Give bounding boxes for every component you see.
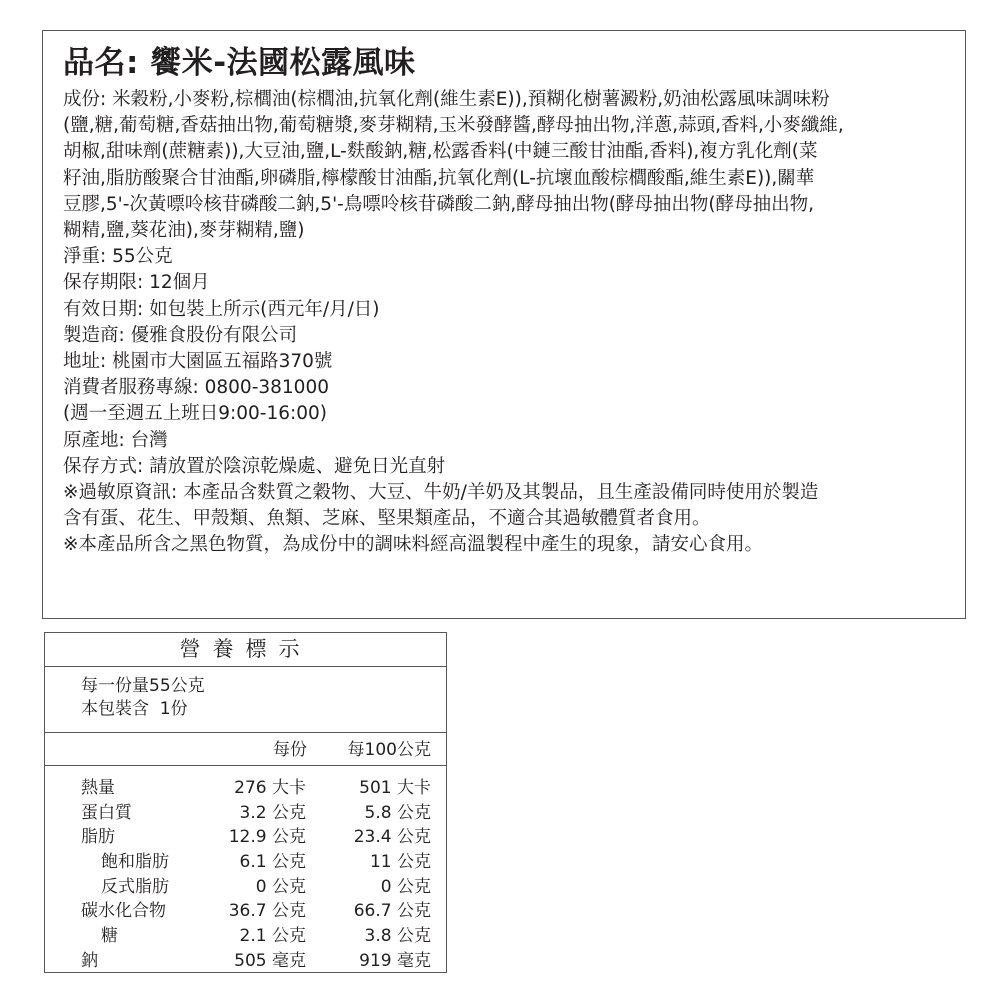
per-100g-value: 66.7 公克 xyxy=(353,901,431,922)
nutrient-name: 鈉 xyxy=(81,950,98,971)
serving-info xyxy=(45,667,446,733)
shelf-life: 保存期限: 12個月 xyxy=(63,272,210,294)
table-row xyxy=(45,850,446,875)
table-row xyxy=(45,899,446,924)
service-hours: (週一至週五上班日9:00-16:00) xyxy=(63,403,327,425)
nutrition-facts-table xyxy=(44,632,447,973)
table-row xyxy=(45,825,446,850)
per-serving-value: 12.9 公克 xyxy=(228,827,306,848)
per-100g-value: 501 大卡 xyxy=(359,778,431,798)
address: 地址: 桃園市大園區五福路370號 xyxy=(63,351,333,373)
per-serving-value: 2.1 公克 xyxy=(239,926,306,947)
table-row xyxy=(45,924,446,949)
nutrient-name: 飽和脂肪 xyxy=(101,852,169,873)
per-serving-value: 6.1 公克 xyxy=(239,852,306,873)
table-row xyxy=(45,776,446,801)
per-100g-value: 3.8 公克 xyxy=(364,926,431,947)
per-serving-value: 0 公克 xyxy=(255,876,306,897)
storage-method: 保存方式: 請放置於陰涼乾燥處、避免日光直射 xyxy=(63,455,446,477)
per-100g-value: 23.4 公克 xyxy=(353,827,431,848)
table-row xyxy=(45,949,446,974)
servings-per-pack: 本包裝含 1份 xyxy=(81,699,188,719)
per-100g-value: 919 毫克 xyxy=(359,950,431,971)
service-hotline: 消費者服務專線: 0800-381000 xyxy=(63,377,329,399)
nutrient-name: 熱量 xyxy=(81,778,115,798)
ingredients-block xyxy=(63,87,965,244)
per-serving-value: 276 大卡 xyxy=(234,778,306,798)
table-row xyxy=(45,801,446,826)
ingredients-line: (鹽,糖,葡萄糖,香菇抽出物,葡萄糖漿,麥芽糊精,玉米發酵醬,酵母抽出物,洋蔥,蒜頭,香料,小麥纖維, xyxy=(63,115,844,137)
nutrient-name: 蛋白質 xyxy=(81,802,132,823)
per-100g-value: 0 公克 xyxy=(380,876,431,897)
ingredients-line: 胡椒,甜味劑(蔗糖素)),大豆油,鹽,L-麩酸鈉,糖,松露香料(中鏈三酸甘油酯,香料),複方乳化劑(菜 xyxy=(63,141,818,163)
per-100g-value: 5.8 公克 xyxy=(364,802,431,823)
nutrition-rows xyxy=(45,766,446,974)
black-substance-note: ※本產品所含之黑色物質，為成份中的調味料經高溫製程中產生的現象，請安心食用。 xyxy=(63,534,764,556)
ingredients-line: 豆膠,5'-次黃嘌呤核苷磷酸二鈉,5'-鳥嘌呤核苷磷酸二鈉,酵母抽出物(酵母抽出物(酵母抽出物, xyxy=(63,193,815,215)
col-per-100g: 每100公克 xyxy=(347,740,431,760)
ingredients-line: 糊精,鹽,葵花油),麥芽糊精,鹽) xyxy=(63,220,305,242)
per-serving-value: 3.2 公克 xyxy=(239,802,306,823)
col-per-serving: 每份 xyxy=(273,740,307,760)
ingredients-line: 成份: 米穀粉,小麥粉,棕櫚油(棕櫚油,抗氧化劑(維生素E)),預糊化樹薯澱粉,奶油松露風味調味粉 xyxy=(63,89,830,110)
ingredients-line: 籽油,脂肪酸聚合甘油酯,卵磷脂,檸檬酸甘油酯,抗氧化劑(L-抗壞血酸棕櫚酸酯,維生素E)),關華 xyxy=(63,167,815,189)
per-serving-value: 36.7 公克 xyxy=(228,901,306,922)
nutrient-name: 反式脂肪 xyxy=(101,876,169,897)
origin: 原產地: 台灣 xyxy=(63,429,168,451)
nutrition-column-headers xyxy=(45,733,446,766)
allergen-info: 含有蛋、花生、甲殼類、魚類、芝麻、堅果類產品，不適合其過敏體質者食用。 xyxy=(63,508,711,530)
expiry-date: 有效日期: 如包裝上所示(西元年/月/日) xyxy=(63,298,380,320)
nutrition-title: 營養標示 xyxy=(45,633,446,667)
manufacturer: 製造商: 優雅食股份有限公司 xyxy=(63,324,298,346)
nutrient-name: 糖 xyxy=(101,926,118,947)
net-weight: 淨重: 55公克 xyxy=(63,246,173,268)
nutrient-name: 脂肪 xyxy=(81,827,115,848)
product-title: 品名: 饗米-法國松露風味 xyxy=(63,45,416,81)
per-serving-value: 505 毫克 xyxy=(234,950,306,971)
nutrient-name: 碳水化合物 xyxy=(81,901,166,922)
allergen-info: ※過敏原資訊: 本產品含麩質之穀物、大豆、牛奶/羊奶及其製品，且生產設備同時使用於製造 xyxy=(63,482,819,504)
serving-size: 每一份量55公克 xyxy=(81,676,205,696)
product-info-panel xyxy=(42,30,966,619)
per-100g-value: 11 公克 xyxy=(369,852,431,873)
table-row xyxy=(45,875,446,900)
